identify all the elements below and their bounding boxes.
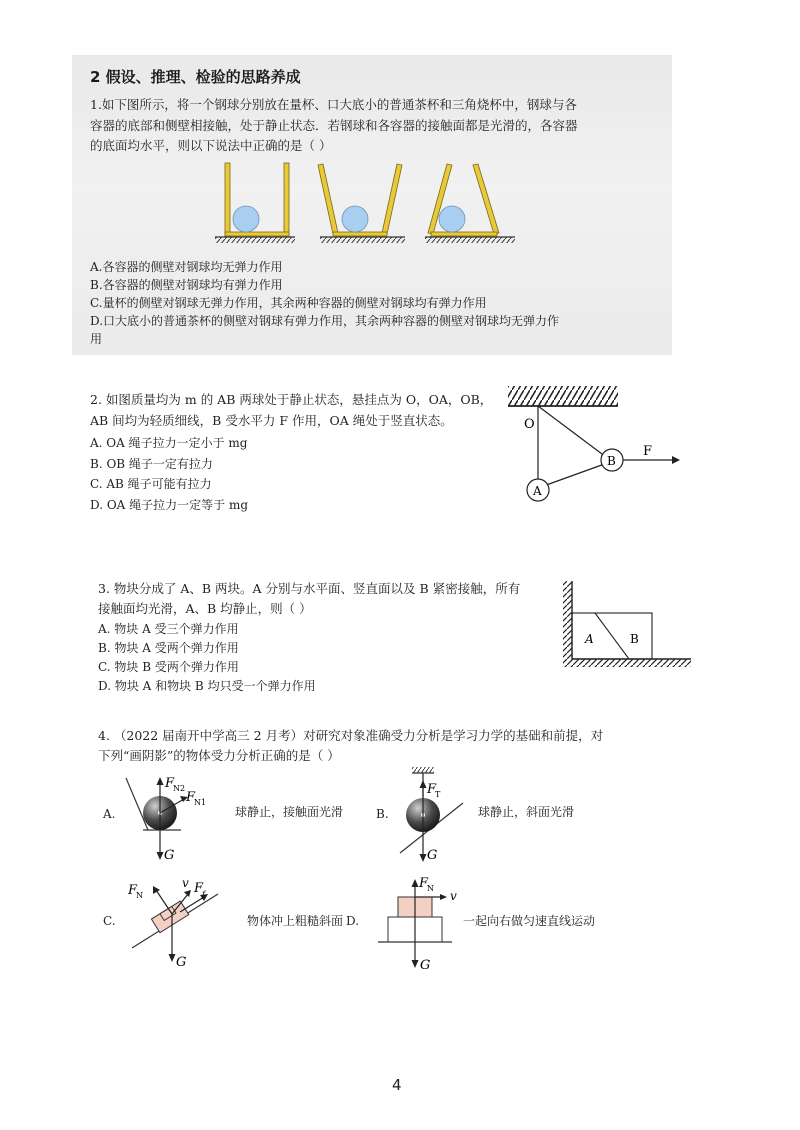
q1-stem-line-2: 容器的底部和侧壁相接触，处于静止状态．若钢球和各容器的接触面都是光滑的，各容器 xyxy=(90,118,578,133)
q3-option-a: A. 物块 A 受三个弹力作用 xyxy=(98,622,239,636)
q4-item-a-letter: A. xyxy=(103,807,116,821)
section-title: 2 假设、推理、检验的思路养成 xyxy=(90,68,301,86)
q3-stem-line-1: 3. 物块分成了 A、B 两块。A 分别与水平面、竖直面以及 B 紧密接触，所有 xyxy=(98,581,521,596)
page-number: 4 xyxy=(392,1076,402,1094)
label-n: N xyxy=(427,884,434,893)
q4-figure-b xyxy=(388,763,473,865)
q4-item-d-letter: D. xyxy=(346,914,360,928)
label-f: F xyxy=(186,790,196,805)
q2-option-d: D. OA 绳子拉力一定等于 mg xyxy=(90,498,249,512)
label-v: v xyxy=(450,889,457,903)
label-g: G xyxy=(420,958,431,973)
q1-stem-line-3: 的底面均水平，则以下说法中正确的是（ ） xyxy=(90,138,332,153)
q2-option-b: B. OB 绳子一定有拉力 xyxy=(90,457,213,471)
q3-stem-line-2: 接触面均光滑，A、B 均静止，则（ ） xyxy=(98,601,312,616)
q1-stem-line-1: 1.如下图所示，将一个钢球分别放在量杯、口大底小的普通茶杯和三角烧杯中，钢球与各 xyxy=(90,97,577,112)
label-a: A xyxy=(533,484,542,498)
q4-figure-c xyxy=(120,870,230,970)
label-block-b: B xyxy=(630,632,639,646)
q4-stem-line-1: 4. （2022 届南开中学高三 2 月考）对研究对象准确受力分析是学习力学的基础和前提，对 xyxy=(98,728,604,743)
q3-option-d: D. 物块 A 和物块 B 均只受一个弹力作用 xyxy=(98,679,316,693)
q4-item-c-caption: 物体冲上粗糙斜面 xyxy=(247,914,344,928)
label-g: G xyxy=(164,848,175,863)
q3-figure xyxy=(555,575,695,670)
triangular-flask xyxy=(425,164,515,243)
split-line xyxy=(595,613,629,659)
q1-option-d: D.口大底小的普通茶杯的侧壁对钢球有弹力作用，其余两种容器的侧壁对钢球均无弹力作 xyxy=(90,314,560,328)
label-f: F xyxy=(643,444,653,459)
q1-option-c: C.量杯的侧壁对钢球无弹力作用，其余两种容器的侧壁对钢球均有弹力作用 xyxy=(90,296,487,310)
label-block-a: A xyxy=(585,632,594,646)
q2-figure xyxy=(500,380,700,505)
label-o: O xyxy=(524,417,535,432)
label-f-sub: f xyxy=(202,890,205,899)
q2-stem-line-1: 2. 如图质量均为 m 的 AB 两球处于静止状态，悬挂点为 O，OA，OB， xyxy=(90,392,493,407)
q4-item-a-caption: 球静止，接触面光滑 xyxy=(235,805,344,819)
q1-option-a: A.各容器的侧壁对钢球均无弹力作用 xyxy=(90,260,283,274)
steel-ball xyxy=(233,206,259,232)
q3-option-c: C. 物块 B 受两个弹力作用 xyxy=(98,660,239,674)
label-n2: N2 xyxy=(173,784,186,793)
teacup xyxy=(318,164,405,243)
q1-option-d-cont: 用 xyxy=(90,332,103,346)
string-ab xyxy=(538,462,610,488)
q4-figure-d xyxy=(370,870,460,975)
q4-item-b-letter: B. xyxy=(376,807,389,821)
label-f: F xyxy=(419,876,429,891)
steel-ball xyxy=(439,206,465,232)
steel-ball xyxy=(342,206,368,232)
q2-option-c: C. AB 绳子可能有拉力 xyxy=(90,477,212,491)
label-f: F xyxy=(128,883,138,898)
label-g: G xyxy=(176,955,187,970)
label-f: F xyxy=(194,881,204,896)
label-b: B xyxy=(607,454,616,468)
label-n: N xyxy=(136,891,143,900)
label-v: v xyxy=(182,876,189,890)
q4-item-b-caption: 球静止，斜面光滑 xyxy=(478,805,575,819)
label-n1: N1 xyxy=(194,798,207,807)
q2-stem-line-2: AB 间均为轻质细线，B 受水平力 F 作用，OA 绳处于竖直状态。 xyxy=(90,413,453,428)
string-ob xyxy=(538,406,610,460)
q4-item-d-caption: 一起向右做匀速直线运动 xyxy=(463,914,596,928)
q1-option-b: B.各容器的侧壁对钢球均有弹力作用 xyxy=(90,278,283,292)
label-t: T xyxy=(435,790,441,799)
q4-stem-line-2: 下列“画阴影”的物体受力分析正确的是（ ） xyxy=(98,748,340,763)
q4-item-c-letter: C. xyxy=(103,914,116,928)
q1-containers-figure xyxy=(205,155,525,255)
label-f: F xyxy=(165,776,175,791)
q3-option-b: B. 物块 A 受两个弹力作用 xyxy=(98,641,239,655)
q4-figure-a xyxy=(118,768,228,863)
label-g: G xyxy=(427,848,438,863)
measuring-cup xyxy=(215,163,295,243)
label-f: F xyxy=(427,782,437,797)
q2-option-a: A. OA 绳子拉力一定小于 mg xyxy=(90,436,248,450)
